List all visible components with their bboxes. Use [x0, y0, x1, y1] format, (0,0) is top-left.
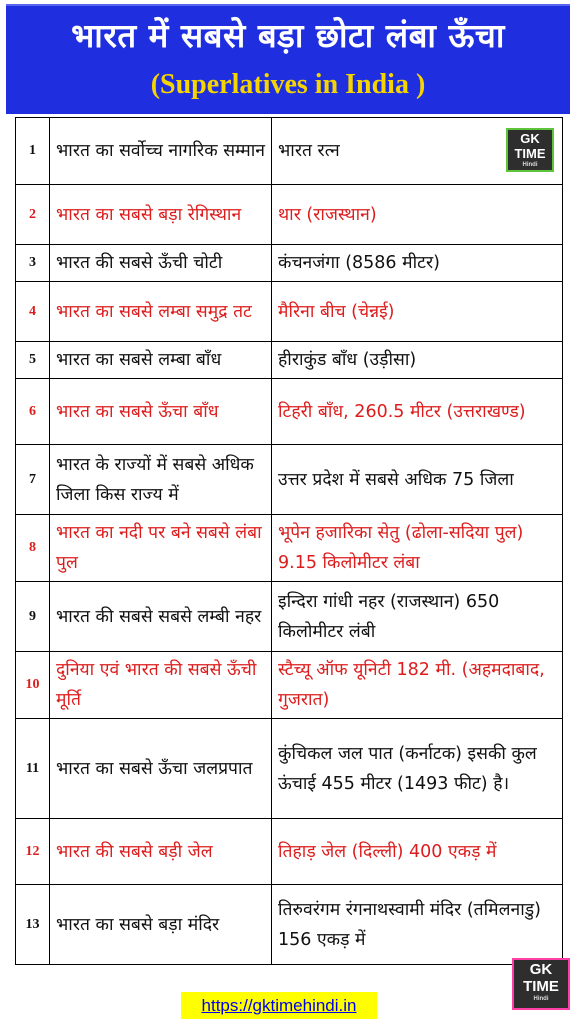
answer-cell — [272, 582, 563, 652]
answer-cell — [272, 719, 563, 819]
header-banner — [6, 4, 570, 114]
superlatives-table — [15, 117, 563, 965]
answer-text: थार (राजस्थान) — [278, 204, 377, 225]
page-title-english: (Superlatives in India ) — [150, 69, 426, 100]
answer-text: मैरिना बीच (चेन्नई) — [278, 301, 395, 322]
answer-cell — [272, 245, 563, 282]
answer-text: कुंचिकल जल पात (कर्नाटक) इसकी कुल ऊंचाई 455 मीटर (1493 फीट) है। — [278, 743, 537, 794]
page-title-hindi: भारत में सबसे बड़ा छोटा लंबा ऊँचा — [71, 16, 505, 55]
row-number: 4 — [16, 282, 50, 342]
question-cell: दुनिया एवं भारत की सबसे ऊँची मूर्ति — [50, 652, 272, 719]
table-row — [16, 379, 563, 445]
answer-text: टिहरी बाँध, 260.5 मीटर (उत्तराखण्ड) — [278, 401, 526, 422]
question-cell: भारत का सबसे बड़ा रेगिस्थान — [50, 185, 272, 245]
row-number: 8 — [16, 515, 50, 582]
row-number: 1 — [16, 118, 50, 185]
answer-text: कंचनजंगा (8586 मीटर) — [278, 253, 440, 273]
row-number: 10 — [16, 652, 50, 719]
row-number: 7 — [16, 445, 50, 515]
answer-cell — [272, 652, 563, 719]
answer-cell — [272, 342, 563, 379]
row-number: 2 — [16, 185, 50, 245]
table-row — [16, 582, 563, 652]
row-number: 13 — [16, 885, 50, 965]
table-row — [16, 652, 563, 719]
answer-cell — [272, 445, 563, 515]
answer-text: भारत रत्न — [278, 141, 340, 161]
answer-text: तिरुवरंगम रंगनाथस्वामी मंदिर (तमिलनाडु) 156 एकड़ में — [278, 899, 541, 950]
answer-cell — [272, 819, 563, 885]
answer-cell — [272, 515, 563, 582]
question-cell: भारत का सर्वोच्च नागरिक सम्मान — [50, 118, 272, 185]
table-row — [16, 245, 563, 282]
answer-cell — [272, 379, 563, 445]
table-row — [16, 282, 563, 342]
row-number: 5 — [16, 342, 50, 379]
answer-cell — [272, 885, 563, 965]
table-row — [16, 185, 563, 245]
row-number: 11 — [16, 719, 50, 819]
row-number: 3 — [16, 245, 50, 282]
gk-time-logo-bottom: GK TIME Hindi — [512, 958, 570, 1010]
question-cell: भारत का सबसे लम्बा समुद्र तट — [50, 282, 272, 342]
question-cell: भारत की सबसे सबसे लम्बी नहर — [50, 582, 272, 652]
answer-text: इन्दिरा गांधी नहर (राजस्थान) 650 किलोमीटर लंबी — [278, 591, 500, 642]
question-cell: भारत का नदी पर बने सबसे लंबा पुल — [50, 515, 272, 582]
table-row — [16, 885, 563, 965]
answer-cell — [272, 185, 563, 245]
answer-text: तिहाड़ जेल (दिल्ली) 400 एकड़ में — [278, 841, 497, 862]
answer-text: भूपेन हजारिका सेतु (ढोला-सदिया पुल) 9.15 किलोमीटर लंबा — [278, 523, 524, 573]
answer-text: हीराकुंड बाँध (उड़ीसा) — [278, 350, 417, 370]
table-row — [16, 515, 563, 582]
table-row — [16, 118, 563, 185]
table-row — [16, 342, 563, 379]
gk-time-logo-top: GK TIME Hindi — [506, 128, 554, 172]
table-row — [16, 819, 563, 885]
row-number: 9 — [16, 582, 50, 652]
question-cell: भारत का सबसे लम्बा बाँध — [50, 342, 272, 379]
answer-cell — [272, 282, 563, 342]
answer-text: उत्तर प्रदेश में सबसे अधिक 75 जिला — [278, 469, 514, 490]
question-cell: भारत के राज्यों में सबसे अधिक जिला किस राज्य में — [50, 445, 272, 515]
answer-text: स्टैच्यू ऑफ यूनिटी 182 मी. (अहमदाबाद, गुजरात) — [278, 660, 545, 710]
question-cell: भारत की सबसे ऊँची चोटी — [50, 245, 272, 282]
row-number: 6 — [16, 379, 50, 445]
answer-cell — [272, 118, 563, 185]
question-cell: भारत का सबसे ऊँचा जलप्रपात — [50, 719, 272, 819]
question-cell: भारत का सबसे बड़ा मंदिर — [50, 885, 272, 965]
table-row — [16, 445, 563, 515]
question-cell: भारत का सबसे ऊँचा बाँध — [50, 379, 272, 445]
website-link[interactable]: https://gktimehindi.in — [181, 992, 377, 1019]
table-row — [16, 719, 563, 819]
row-number: 12 — [16, 819, 50, 885]
question-cell: भारत की सबसे बड़ी जेल — [50, 819, 272, 885]
